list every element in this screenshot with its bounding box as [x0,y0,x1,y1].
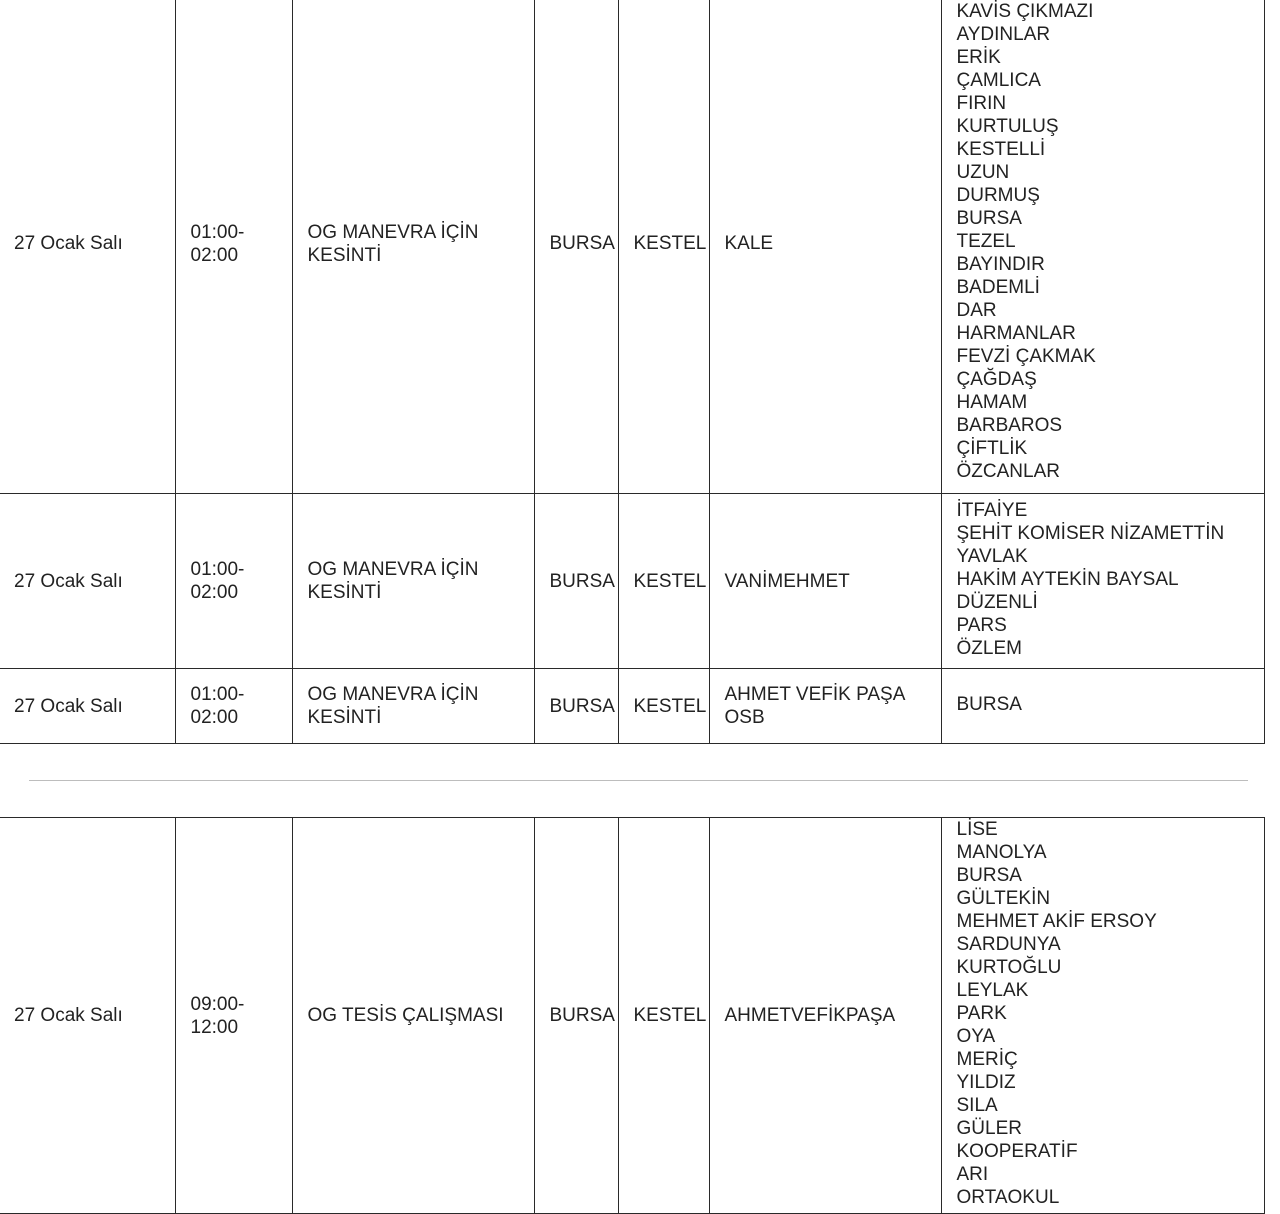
street-name: KAVİS ÇIKMAZI [956,1,1094,22]
district-cell [618,494,709,669]
district-text: KESTEL [633,570,707,592]
street-name: ÖZCANLAR [956,461,1060,482]
street-name: PARK [956,1003,1007,1024]
street-name: LİSE [956,819,998,840]
neighborhood-cell [709,818,941,1214]
street-name: ŞEHİT KOMİSER NİZAMETTİN [956,522,1225,544]
reason-line: OG TESİS ÇALIŞMASI [307,1005,504,1026]
city-text: BURSA [549,233,615,254]
street-name: BURSA [956,865,1022,886]
reason-line: KESİNTİ [307,244,382,266]
district-cell [618,818,709,1214]
street-name: GÜLER [956,1118,1022,1139]
street-name: SILA [956,1095,998,1116]
streets-cell [941,818,1264,1214]
streets-cell [941,669,1264,744]
city-cell [534,494,618,669]
outage-row [0,0,1264,494]
time-start: 01:00- [190,221,245,243]
street-name: DAR [956,300,997,321]
street-name: ÇAMLICA [956,70,1041,91]
time-end: 12:00 [190,1016,239,1038]
time-cell [175,0,292,494]
street-name: MERİÇ [956,1049,1018,1070]
date-text: 27 Ocak Salı [14,1005,123,1026]
street-name: OYA [956,1026,996,1047]
neighborhood-line: VANİMEHMET [724,570,850,592]
date-cell [0,818,175,1214]
street-name: PARS [956,614,1007,636]
street-name: AYDINLAR [956,24,1051,45]
outage-row [0,818,1264,1214]
district-text: KESTEL [633,1005,707,1026]
date-text: 27 Ocak Salı [14,570,123,592]
reason-cell [292,818,534,1214]
reason-line: OG MANEVRA İÇİN [307,559,479,580]
reason-cell [292,669,534,744]
time-end: 02:00 [190,707,239,728]
district-cell [618,0,709,494]
street-name: HARMANLAR [956,323,1076,344]
neighborhood-line: AHMET VEFİK PAŞA [724,684,906,705]
reason-line: KESİNTİ [307,582,382,603]
city-text: BURSA [549,570,615,592]
neighborhood-cell [709,669,941,744]
reason-line: KESİNTİ [307,707,382,728]
time-cell [175,669,292,744]
city-cell [534,669,618,744]
street-name: HAKİM AYTEKİN BAYSAL [956,568,1179,590]
district-cell [618,669,709,744]
date-text: 27 Ocak Salı [14,233,123,254]
street-name: ÇAĞDAŞ [956,369,1037,390]
street-name: ERİK [956,47,1001,68]
neighborhood-line: AHMETVEFİKPAŞA [724,1005,896,1026]
street-name: ÇİFTLİK [956,438,1028,459]
street-name: FIRIN [956,93,1007,114]
street-name: YILDIZ [956,1072,1016,1093]
street-name: HAMAM [956,392,1028,413]
street-name: DÜZENLİ [956,591,1038,613]
street-name: BAYINDIR [956,254,1045,275]
street-name: DURMUŞ [956,185,1040,206]
street-name: BADEMLİ [956,277,1040,298]
city-cell [534,0,618,494]
outage-row [0,669,1264,744]
street-name: GÜLTEKİN [956,888,1051,909]
street-name: ARI [956,1164,989,1185]
date-cell [0,494,175,669]
street-name: BARBAROS [956,415,1063,436]
time-start: 01:00- [190,559,245,580]
street-name: LEYLAK [956,980,1029,1001]
time-cell [175,818,292,1214]
street-name: KESTELLİ [956,139,1046,160]
district-text: KESTEL [633,233,707,254]
neighborhood-line: OSB [724,707,765,728]
time-start: 01:00- [190,684,245,705]
reason-cell [292,0,534,494]
neighborhood-cell [709,494,941,669]
street-name: ÖZLEM [956,637,1022,659]
street-name: SARDUNYA [956,934,1061,955]
street-name: KURTOĞLU [956,957,1062,978]
city-cell [534,818,618,1214]
district-text: KESTEL [633,695,707,717]
reason-line: OG MANEVRA İÇİN [307,684,479,705]
section-separator [0,744,1264,818]
street-name: MEHMET AKİF ERSOY [956,911,1157,932]
separator-line [29,780,1248,781]
neighborhood-cell [709,0,941,494]
reason-line: OG MANEVRA İÇİN [307,221,479,243]
city-text: BURSA [549,1005,615,1026]
street-name: BURSA [956,208,1022,229]
date-text: 27 Ocak Salı [14,695,123,717]
date-cell [0,669,175,744]
street-name: MANOLYA [956,842,1047,863]
street-name: FEVZİ ÇAKMAK [956,346,1096,367]
street-name: BURSA [956,693,1022,715]
time-end: 02:00 [190,244,239,266]
neighborhood-line: KALE [724,233,774,254]
streets-cell [941,0,1264,494]
street-name: KURTULUŞ [956,116,1059,137]
street-name: UZUN [956,162,1010,183]
city-text: BURSA [549,695,615,717]
street-name: TEZEL [956,231,1016,252]
time-cell [175,494,292,669]
outage-row [0,494,1264,669]
reason-cell [292,494,534,669]
separator-cell [0,744,1264,818]
street-name: ORTAOKUL [956,1187,1060,1208]
streets-cell [941,494,1264,669]
street-name: YAVLAK [956,545,1028,567]
time-end: 02:00 [190,582,239,603]
date-cell [0,0,175,494]
street-name: İTFAİYE [956,499,1028,521]
time-start: 09:00- [190,993,245,1015]
street-name: KOOPERATİF [956,1141,1078,1162]
